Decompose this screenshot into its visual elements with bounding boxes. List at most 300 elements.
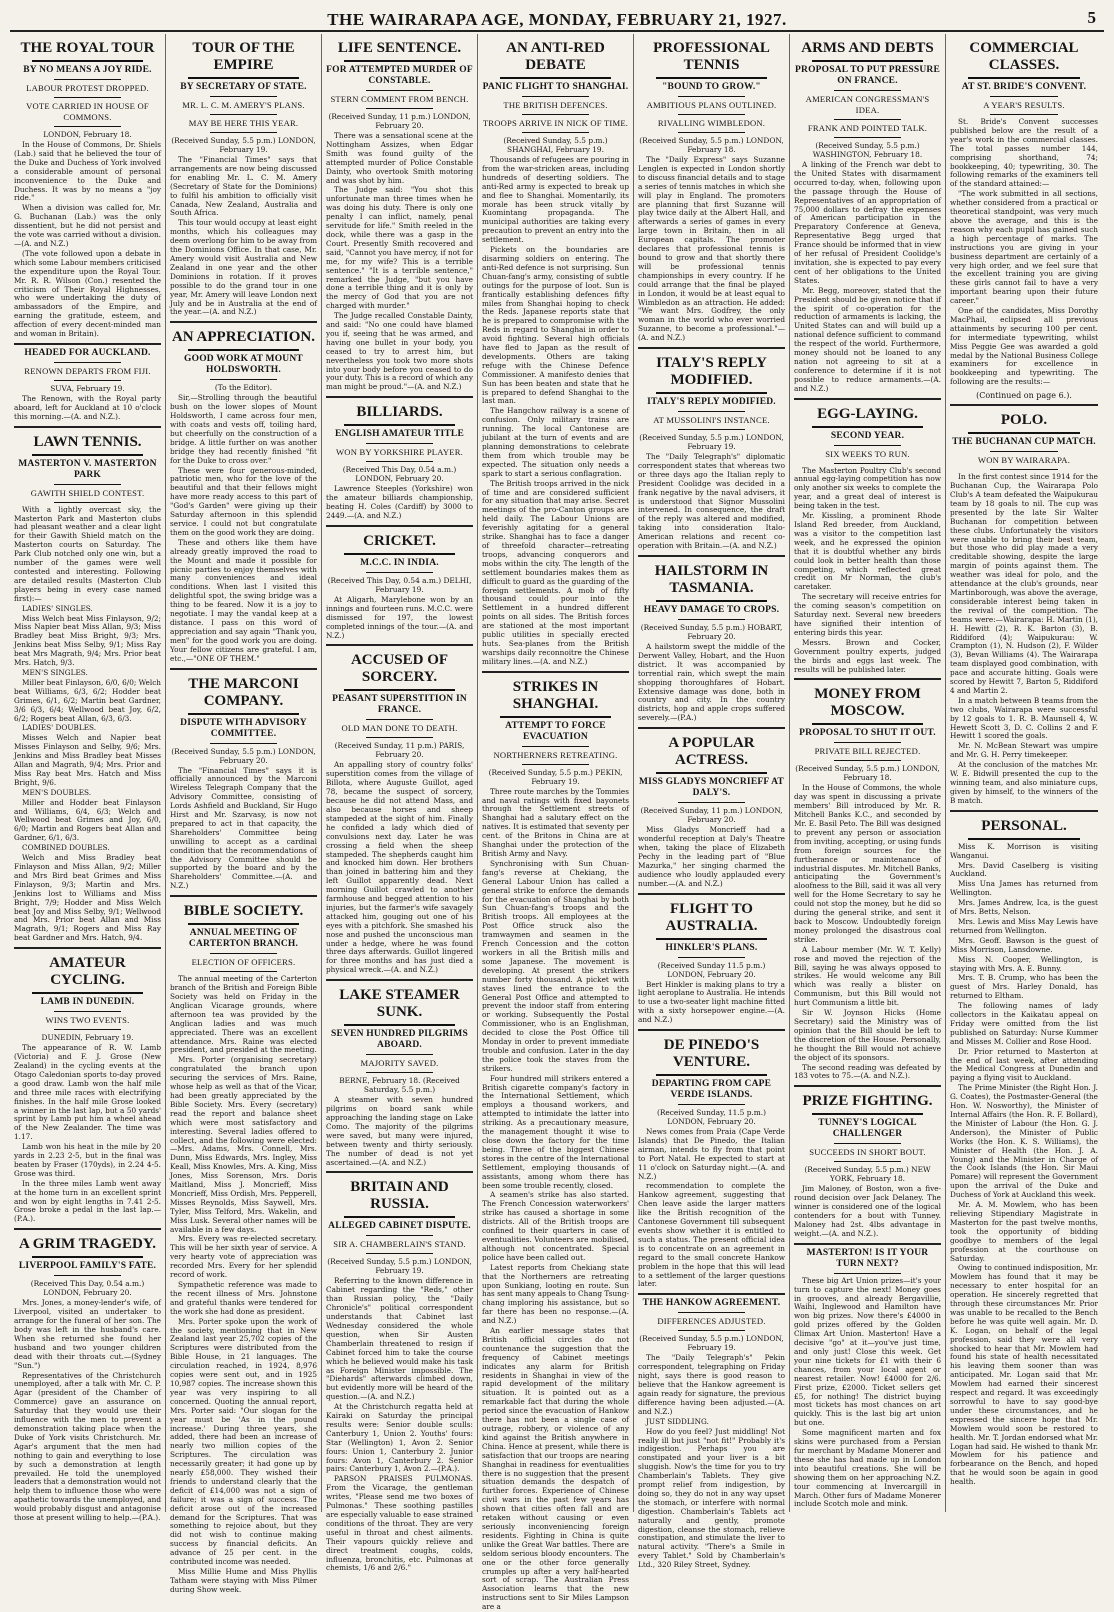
article-headline: PROFESSIONAL TENNIS (653, 40, 770, 73)
article-headline: AN ANTI-RED DEBATE (506, 40, 605, 73)
article-subhead: PANIC FLIGHT TO SHANGHAI. (482, 82, 629, 92)
article-paragraph: How do you feel? Just middling! Not really ill but just "not fit!" Probably it's indigestion. Perhaps you are constipated and your liver is a bit sluggish. Now's the time for you to try Chamberlain's Tablets. They give prompt relief from indigestion, by doing so, they do not in any way upset the stomach, or interfere with normal digestion. Chamberlain's Tablets act naturally and gently, promote digestion, cleanse the stomach, relieve constipation, and stimulate the liver to natural activity. "There's a Smile in every Tablet." Sold by Chamberlain's Ltd., 320 Riley Street, Sydney. (638, 1426, 785, 1570)
article-paragraph: Pickets on the boundaries are disarming soldiers on entering. The anti-Red defence is not surprising. Sun Chuan-fang's army, consisting of subtle outings for the purpose of loot. Sun is frantically establishing defences fifty miles from Shanghai hoping to check the Reds. Japanese reports state that he is prepared to compromise with the Reds in regard to Shanghai in order to avoid fighting. Several high officials have fled to Japan as the result of developments. Others are taking refuge with the Chinese Defence Commissioner. A manifesto denies that Sun has been beaten and state that he is prepared to defend Shanghai to the last man. (482, 245, 629, 406)
article (482, 40, 629, 667)
article-headline: CRICKET. (363, 532, 436, 549)
article-headline: LAWN TENNIS. (33, 433, 142, 450)
article-paragraph: Miller and Hodder beat Finlayson and Williams, 6/4, 6/3; Welch and Wellwood beat Grimes and Joy, 6/0, 6/0; Martin and Rogers beat Allan and Gardner, 6/1, 6/3. (14, 797, 161, 843)
headline-rule (500, 716, 611, 718)
subhead-rule (522, 114, 589, 115)
subhead-rule (54, 362, 121, 363)
article-subhead: FOR ATTEMPTED MURDER OF CONSTABLE. (326, 65, 473, 86)
article-subhead: PROPOSAL TO PUT PRESSURE ON FRANCE. (795, 65, 940, 86)
article-subhead: ANNUAL MEETING OF CARTERTON BRANCH. (188, 928, 299, 950)
subhead-rule (210, 132, 277, 133)
article-headline: COMMERCIAL CLASSES. (969, 40, 1079, 73)
headline-rule (968, 77, 1080, 79)
subhead-rule (678, 619, 745, 620)
headline-rule (188, 923, 299, 925)
article-subhead: VOTE CARRIED IN HOUSE OF COMMONS. (26, 101, 149, 122)
article-subhead: STERN COMMENT FROM BENCH. (330, 94, 469, 104)
article-paragraph: Mr. A. M. Mowlem, who has been relieving Stipendiary Magistrate in Masterton for the past twelve months, took the opportunity of bidding goodbye to members of the legal profession at the courthouse on Saturday. (950, 1200, 1098, 1263)
article-paragraph: The Hangchow railway is a scene of confusion. Only military trains are running. The local Cantonese are jubilant at the turn of events and are planning demonstrations to celebrate them from which trouble may be expected. The situation only needs a spark to start a serious conflagration. (482, 406, 629, 478)
article-separator (794, 398, 941, 400)
subhead-rule (678, 411, 745, 412)
subhead-rule (366, 461, 433, 462)
article-body (950, 473, 1098, 806)
article-dateline: LONDON, February 18. (43, 130, 132, 139)
masthead (10, 4, 1104, 32)
subhead-rule (54, 126, 121, 127)
article-paragraph: The following names of lady collectors in the Kaikatau appeal on Friday were omitted from the list published on Saturday: Nurse Kummer and Misses M. Collier and Rose Hood. (950, 1001, 1098, 1046)
article-subhead: TROOPS ARRIVE IN NICK OF TIME. (482, 118, 629, 128)
article-separator (794, 678, 941, 680)
article-subhead: THE HANKOW AGREEMENT. (642, 1298, 781, 1309)
article (638, 727, 785, 888)
subhead-rule (678, 1330, 745, 1331)
article-headline: TOUR OF THE EMPIRE (192, 40, 295, 73)
article (794, 1243, 941, 1510)
subhead-rule (210, 114, 277, 115)
article-dateline: (Received This Day, 0.54 a.m.) DELHI, February 19. (327, 575, 472, 594)
headline-rule (812, 1113, 923, 1115)
headline-rule (500, 77, 611, 79)
article-subhead: LAMB IN DUNEDIN. (40, 997, 135, 1008)
subhead-rule (210, 96, 277, 97)
article-separator (14, 426, 161, 428)
article-body (326, 1096, 473, 1167)
subhead-rule (834, 90, 901, 91)
article-paragraph: MEN'S SINGLES. (22, 667, 88, 677)
article-separator (638, 1293, 785, 1295)
article-body (794, 1185, 941, 1238)
article-paragraph: In the three miles Lamb went away at the home turn in an excellent sprint and won by eight lengths in 7.41 2-5. Grose broke a pedal in the last lap.—(P.A.). (14, 1178, 161, 1224)
article-separator (326, 396, 473, 398)
subhead-rule (678, 1104, 745, 1105)
article-paragraph: Owing to continued indisposition, Mr. Mowlem has found that it may be necessary to enter hospital for an operation. He sincerely regretted that through these circumstances Mr. Prior was unable to be recalled to the Bench before he was quite well again. Mr. D. K. Logan, on behalf of the legal profession, said they were all very shocked to hear that Mr. Mowlem had found his state of health necessitated his leaving them sooner than was anticipated. Mr. Logan said that Mr. Mowlem had earned their sincerest respect and regard. It was exceedingly sorrowful to have to say good-bye under these circumstances, and he expressed the sincere hope that Mr. Mowlem would soon be restored to health. Mr. T. Jordan endorsed what Mr. Logan had said. He wished to thank Mr. Mowlem for his patience and forbearance on the Bench, and hoped that he would soon be again in good health. (950, 1263, 1098, 1487)
article-paragraph: Mrs. Jones, a money-lender's wife, of Liverpool, visited an undertaker to arrange for the funeral of her son. The body was left in the husband's care. When she returned she found her husband and two younger children dead with their throats cut.—(Sydney "Sun.") (14, 1298, 161, 1370)
article-dateline: (Received Sunday, 5.5 p.m.) SHANGHAI, February 19. (503, 136, 608, 154)
article-subhead: PRIVATE BILL REJECTED. (814, 746, 921, 757)
article-paragraph: The annual meeting of the Carterton branch of the British and Foreign Bible Society was held on Friday in the Anglican Vicarage grounds, where afternoon tea was provided by the Anglican ladies and was much appreciated. There was an excellent attendance. Mrs. Raine was elected president, and presided at the meeting. (170, 974, 317, 1055)
masthead-title: THE WAIRARAPA AGE, MONDAY, FEBRUARY 21, 1927. (327, 10, 787, 29)
newspaper-column (322, 34, 478, 1573)
newspaper-column (634, 34, 790, 1570)
article-paragraph: Four hundred mill strikers entered a British cigarette company's factory in the International Settlement, which employs a thousand workers, and attempted to intimidate the latter into striking. As a precautionary measure, the management thought it wise to close down the factory for the time being. Three of the biggest Chinese stores in the centre of the International Settlement, employing thousands of assistants, among whom there has been some trouble recently, closed. (482, 1073, 629, 1190)
subhead-rule (366, 1072, 433, 1073)
article-body (638, 643, 785, 723)
article-body (14, 141, 161, 339)
subhead-rule (678, 429, 745, 430)
article-paragraph: At the Christchurch regatta held at Kairaki on Saturday the principal results were: Senior double sculls: Canterbury 1, Union 2. Youths' fours: Star (Wellington) 1, Avon 2. Senior fours: Union 1, Canterbury 2. Junior fours: Avon 1, Canterbury 2. Senior pairs: Canterbury 1, Avon 2.—(P.A.). (326, 1402, 473, 1474)
article-headline: HAILSTORM IN TASMANIA. (654, 563, 769, 596)
article-paragraph: These were four generous-minded, patriotic men, who for the love of the beautiful and that their fellows might have more ready access to this part of "God's Garden" were giving up their Saturday afternoon in this splendid service. I could not but congratulate them on the good work they are doing. (170, 465, 317, 537)
article-separator (326, 525, 473, 527)
article (638, 893, 785, 1026)
article-body (326, 485, 473, 521)
subhead-rule (678, 802, 745, 803)
headline-rule (968, 432, 1080, 434)
article-paragraph: With a lightly overcast sky, the Masterton Park and Masterton clubs had pleasant weather and a clear light for their Gawith Shield match on the Masterton courts on Saturday. The Park Club notched only one win, but a number of the games were well contested and interesting. Following are detailed results (Masterton Club players being in every case named first):— (14, 504, 161, 603)
article-subhead: M.C.C. IN INDIA. (360, 557, 439, 568)
article-separator (638, 727, 785, 729)
article (14, 343, 161, 422)
article-headline: PRIZE FIGHTING. (802, 1093, 933, 1110)
article-paragraph: (The vote followed upon a debate in which some Labour members criticised the expenditure upon the Royal Tour. Mr. R. R. Wilson (Con.) resented the criticism of Their Royal Highnesses, who were undertaking the duty of ambassadors of the Empire, and earning the gratitude, esteem, and affection of every decent-minded man and woman in Britain). (14, 248, 161, 339)
subhead-rule (834, 1273, 901, 1274)
article-separator (950, 404, 1098, 406)
article-subhead: WON BY YORKSHIRE PLAYER. (335, 447, 464, 458)
article-dateline: (To the Editor). (214, 383, 273, 393)
article-paragraph: Welch and Miss Bradley beat Finlayson and Miss Allan, 9/2; Miller and Mrs Bird beat Grimes and Miss Finlayson, 9/3; Martin and Mrs. Jenkins lost to Williams and Miss Bright, 7/9; Hodder and Miss Welch beat Joy and Miss Selby, 9/1; Wellwood and Mrs. Prior beat Allan and Miss Magrath, 9/1; Rogers and Miss Ray beat Gardner and Mrs. Hatch, 9/4. (14, 853, 161, 943)
article-dateline: SUVA, February 19. (50, 383, 125, 393)
article-subhead: HEAVY DAMAGE TO CROPS. (643, 605, 780, 615)
headline-rule (32, 1256, 143, 1258)
subhead-rule (834, 1143, 901, 1144)
newspaper-column (10, 34, 166, 1523)
headline-rule (188, 713, 299, 715)
article-headline: ARMS AND DEBTS (801, 40, 934, 56)
article-paragraph: Mrs. Every was re-elected secretary. This will be her sixth year of service. A very hearty vote of appreciation was recorded Mrs. Every for her splendid record of work. (170, 1234, 317, 1280)
article-body (638, 1354, 785, 1570)
article-paragraph: Mrs. James Andrew, Ica, is the guest of Mrs. Betts, Nelson. (950, 898, 1098, 917)
article-paragraph: Miss N. Cooper, Wellington, is staying with Mrs. A. E. Bunny. (950, 954, 1098, 973)
article-paragraph: A Labour member (Mr. W. T. Kelly) rose and moved the rejection of the Bill, saying he was always opposed to strikes. He would welcome any Bill which was really a blister on Communism, but this Bill would not hurt Communism a little bit. (794, 944, 941, 1008)
article-paragraph: Lamb won his heat in the mile by 20 yards in 2.23 2-5, but in the final was beaten by Fraser (170yds), in 2.24 4-5. Grose was third. (14, 1142, 161, 1178)
subhead-rule (366, 90, 433, 91)
article-subhead: MISS GLADYS MONCRIEFF AT DALY'S. (639, 777, 784, 799)
article-subhead: MASTERTON! IS IT YOUR TURN NEXT? (806, 1247, 929, 1269)
article-subhead: FRANK AND POINTED TALK. (807, 123, 928, 133)
article-paragraph: Messrs. Brown and Cocker, Government poultry experts, judged the birds and eggs last week. The results will be published later. (794, 637, 941, 674)
article-headline: STRIKES IN SHANGHAI. (512, 678, 599, 712)
subhead-rule (678, 1312, 745, 1313)
article-paragraph: Mr. Begg, moreover, stated that the President should be given notice that if the spirit of co-operation for the reduction of armaments is lacking, the United States can and will build up a national defence sufficient to command the respect of the world. Furthermore, money should not be loaned to any nation not agreeing to sit at a conference to determine if it is not possible to reduce armaments.—(A. and N.Z.) (794, 285, 941, 393)
article-subhead: MAY BE HERE THIS YEAR. (188, 118, 299, 128)
article-body (170, 394, 317, 663)
article (638, 1293, 785, 1570)
article-paragraph: Three route marches by the Tommies and naval ratings with fixed bayonets through the Settlement streets of Shanghai had a salutary effect on the natives. It is estimated that seventy per cent. of the Britons in China are at Shanghai under the protection of the British Army and Navy. (482, 786, 629, 858)
article-separator (638, 893, 785, 895)
article-paragraph: The second reading was defeated by 183 votes to 75.—(A. and N.Z.). (794, 1062, 941, 1081)
article-paragraph: Synchronising with Sun Chuan-fang's reverse at Chekiang, the General Labour Union has called a general strike to enforce the demands for the evacuation of Shanghai by both Sun Chuan-fang's troops and the British troops. All employees at the Post Office struck also the tramwaymen and seamen in the French Concession and the cotton workers in all the British mills and some Japanese. The movement is developing. At present the strikers number forty thousand. A picket with staves lined the entrance to the General Post Office and attempted to prevent the indoor staff from entering or working. Subsequently the Postal Commissioner, who is an Englishman, decided to close the Post Office till Monday in order to prevent immediate trouble and confusion. Later in the day the police took the staves from the strikers. (482, 858, 629, 1073)
article-headline: ACCUSED OF SORCERY. (350, 652, 449, 686)
article (14, 947, 161, 1224)
article (638, 347, 785, 551)
subhead-rule (366, 737, 433, 738)
article-subhead: DEPARTING FROM CAPE VERDE ISLANDS. (651, 1079, 772, 1101)
article-dateline: (Received Sunday, 5.5 p.m.) LONDON, February 20. (171, 746, 316, 765)
article (14, 40, 161, 339)
article-dateline: (Received Sunday, 5.5 p.m.) WASHINGTON, February 18. (812, 141, 923, 159)
subhead-rule (678, 96, 745, 97)
article-paragraph: The Renown, with the Royal party aboard, left for Auckland at 10 o'clock this morning.—(A. and N.Z.). (14, 393, 161, 421)
article (794, 398, 941, 675)
article-paragraph: At the conclusion of the matches Mr. W. E. Bidwill presented the cup to the winning team, and also miniature cups, given by himself, to the winners of the B match. (950, 760, 1098, 805)
article-body (326, 596, 473, 641)
article-paragraph: The Masterton Poultry Club's second annual egg-laying competition has now only another six weeks to complete the year, and a great deal of interest is being taken in the test. (794, 465, 941, 511)
article-headline: LIFE SENTENCE. (337, 40, 462, 56)
article-paragraph: "The work submitted in all sections, whether considered from a practical or theoretical standpoint, was very much above the average, and this is the reason why each pupil has gained such a high percentage of marks. The instructions you are giving in your business department are certainly of a very high order, and we feel sure that the excellent training you are giving these girls cannot fail to have a very important bearing upon their future career." (950, 189, 1098, 306)
article-dateline: (Received Sunday, 5.5 p.m.) LONDON, February 19. (171, 136, 316, 154)
article-paragraph: In the House of Commons, the whole day was spent in discussing a private members' Bill introduced by Mr. R. Mitchell Banks K.C., and seconded by Mr. E. Basil Peto. The Bill was designed to prevent any person or association from inviting, accepting, or using funds from foreign sources for the furtherance or maintenance of industrial disputes. Mr. Mitchell Banks, anticipating the Government's aloofness to the Bill, said it was all very well for the Home Secretary to say he could not stop the money, but he did so during the general strike, and sent it back to Moscow. Undoubtedly foreign money prolonged the disastrous coal strike. (794, 783, 941, 944)
article-paragraph: The "Financial Times" says that arrangements are now being discussed for enabling Mr. L. C. M. Amery (Secretary of State for the Dominions) to fulfil his ambition to officially visit Canada, New Zealand, Australia and South Africa. (170, 155, 317, 218)
subhead-rule (210, 953, 277, 954)
article-paragraph: Sympathetic reference was made to the recent illness of Mrs. Johnstone and grateful thanks were tendered for the work she had done as president. (170, 1280, 317, 1316)
article-subhead: SECOND YEAR. (830, 430, 905, 441)
article-dateline: (Received Sunday, 5.5 p.m.) PEKIN, February 19. (488, 767, 623, 786)
article-dateline: DUNEDIN, February 19. (41, 1033, 134, 1043)
article-paragraph: This tour would occupy at least eight months, which his colleagues may deem overlong for him to be away from the Dominions Office. In that case, Mr. Amery would visit Australia and New Zealand in one year and the other Dominions in rotation. If it proves possible to do the grand tour in one year, Mr. Amery will leave London next July and be in Australia at the end of the year.—(A. and N.Z.) (170, 218, 317, 317)
article (170, 40, 317, 317)
article-paragraph: St. Bride's Convent successes published below are the result of a year's work in the commercial classes. The total passes number 144, comprising shorthand, 74; bookkeeping, 40; typewriting, 30. The following remarks of the examiners tell of the standard attained:— (950, 117, 1098, 189)
article-subhead: SIX WEEKS TO RUN. (825, 448, 910, 459)
subhead-rule (522, 746, 589, 747)
article-paragraph: Some magnificent marten and fox skins were purchased from a Persian fur merchant by Madame Monerer and these she has had made up in London into beautiful creations. She will be showing them on her approaching N.Z. tour commencing at Invercargill in March. Other furs of Madame Monerer include Scotch mole and mink. (794, 1428, 941, 1509)
article-subhead: GOOD WORK AT MOUNT HOLDSWORTH. (184, 354, 303, 376)
article-dateline: (Received Sunday, 5.5 p.m.) LONDON, February 19. (639, 433, 784, 452)
article-headline: AN APPRECIATION. (171, 329, 316, 346)
article-paragraph: The "Financial Times" says it is officially announced by the Marconi Wireless Telegraph Company that the Advisory Committee, consisting of Lords Ashfield and Buckland, Sir Hugo Hirst and Mr. Szarvasy, is now not prepared to act in that capacity, the Shareholders' Committee being unwilling to accept as a cardinal condition that the recommendations of the Advisory Committee should be supported by the board and by the Shareholders' Committee.—(A. and N.Z.) (170, 765, 317, 891)
newspaper-column (946, 34, 1102, 1512)
article-subhead: SEVEN HUNDRED PILGRIMS ABOARD. (331, 1029, 468, 1051)
article-paragraph: One of the candidates, Miss Dorothy MacPhail, eclipsed all previous attainments by securing 100 per cent. for intermediate typewriting, whilst Miss Peggie Gee was awarded a gold medal by the National Business College examiners for excellence in bookkeeping and typewriting. The following are the results:— (950, 306, 1098, 387)
newspaper-column (790, 34, 946, 1512)
article-body (638, 156, 785, 343)
article-subhead: SIR A. CHAMBERLAIN'S STAND. (333, 1239, 466, 1250)
article-body (638, 1128, 785, 1289)
article-paragraph: Mrs. T. B. Crump, who has been the guest of Mrs. Harley Donald, has returned to Eltham. (950, 973, 1098, 1001)
article-body (638, 981, 785, 1026)
article (326, 1171, 473, 1573)
article-subhead: A YEAR'S RESULTS. (983, 100, 1065, 110)
article-subhead: SUCCEEDS IN SHORT BOUT. (809, 1147, 926, 1158)
article-separator (638, 555, 785, 557)
article-dateline: (Received Sunday, 5.5 p.m.) LONDON, February 19. (639, 1334, 784, 1353)
headline-rule (968, 838, 1080, 840)
article-paragraph: A linking of the French war debt to the United States with disarmament occurred to-day, when, following upon the passage through the House of Representatives of an appropriation of 75,000 dollars to defray the expenses of American participation in the Preparatory Conference at Geneva, Representative Begg urged that France should be informed that in view of her refusal of President Coolidge's invitation, she is expected to pay every cent of her obligations to the United States. (794, 160, 941, 285)
article-separator (638, 1029, 785, 1031)
article-dateline: (Received Sunday, 11 p.m.) LONDON, February 20. (328, 112, 471, 130)
article-separator (326, 979, 473, 981)
subhead-rule (366, 719, 433, 720)
article-body (170, 767, 317, 892)
article-body (950, 843, 1098, 1487)
article-subhead: WINS TWO EVENTS. (45, 1015, 130, 1026)
article (482, 671, 629, 1612)
article-paragraph: Miss Welch beat Miss Finlayson, 9/2; Miss Napier beat Miss Allan, 9/3; Miss Bradley beat Miss Bright, 9/3; Mrs. Jenkins beat Miss Selby, 9/1; Miss Ray beat Mrs Magrath, 9/4; Mrs. Prior beat Mrs. Hatch, 9/3. (14, 613, 161, 668)
subhead-rule (366, 1235, 433, 1236)
article-body (14, 395, 161, 422)
article-separator (326, 1171, 473, 1173)
article-body (794, 1277, 941, 1510)
article-headline: A GRIM TRAGEDY. (18, 1236, 157, 1253)
article (170, 321, 317, 663)
subhead-rule (54, 79, 121, 80)
article-separator (14, 1228, 161, 1230)
article-subhead: GAWITH SHIELD CONTEST. (30, 487, 145, 498)
article-dateline: (Received Sunday, 11.5 p.m.) LONDON, February 20. (656, 1108, 767, 1127)
article-dateline: (Received Sunday 11.5 p.m.) LONDON, February 20. (657, 960, 766, 979)
article-paragraph: An earlier message states that British official circles do not countenance the suggestion that the frequency of Cabinet meetings indicates any alarm for British residents in Shanghai in view of the rapid development of the military situation. It is pointed out as a remarkable fact that during the whole period since the evacuation of Hankow there has not been a single case of outrage, robbery, or violence of any kind against the British anywhere in China. Hence at present, while there is satisfaction that our troops are nearing Shanghai in readiness for eventualities there is no suggestion that the present situation demands the despatch of further forces. Experience of Chinese civil wars in the past few years has shown that cities often fall and are retaken without causing or even seriously inconveniencing foreign residents. Fighting in China is quite unlike the Great War battles. There are seldom serious bloody encounters. The one or the other force generally crumples up after a very half-hearted sort of scrap. The Australian Press Association learns that the new instructions sent to Sir Miles Lampson are a (482, 1326, 629, 1612)
article-separator (14, 947, 161, 949)
article-headline: POLO. (1000, 412, 1048, 429)
article (326, 396, 473, 521)
article-body (14, 1299, 161, 1523)
article-paragraph: Miss Gladys Moncrieff had a wonderful reception at Daly's Theatre when, taking the place of Elizabeth Pechy in the leading part of "Blue Mazurka," her singing charmed the audience who loudly applauded every number.—(A. and N.Z.) (638, 825, 785, 888)
article-paragraph: Miss K. Morrison is visiting Wanganui. (950, 841, 1098, 860)
article-paragraph: Thousands of refugees are pouring in from the war-stricken areas, including hundreds of deserting soldiers. The anti-Red army is expected to break up and flee to Shanghai. Momentarily, its morale has been struck vitally by Kuomintang propaganda. The municipal authorities are taking every precaution to prevent an entry into the settlement. (482, 155, 629, 245)
article-headline: ITALY'S REPLY MODIFIED. (656, 355, 767, 389)
article (638, 1029, 785, 1289)
headline-rule (188, 77, 299, 79)
article-body (14, 1044, 161, 1224)
subhead-rule (54, 1011, 121, 1012)
article-separator (326, 644, 473, 646)
article-paragraph: Misses Welch and Napier beat Misses Finlayson and Selby, 9/6; Mrs. Jenkins and Miss Bradley beat Misses Allan and Magrath, 9/4; Mrs. Prior and Miss Ray beat Mrs. Hatch and Miss Bright, 9/6. (14, 733, 161, 787)
headline-rule (656, 77, 767, 79)
subhead-rule (210, 379, 277, 380)
article-paragraph: The secretary will receive entries for the coming season's competition on Saturday next. Several new breeders have signified their intention of entering birds this year. (794, 592, 941, 637)
subhead-rule (54, 97, 121, 98)
subhead-rule (366, 572, 433, 573)
article-dateline: (Received Sunday, 5.5 p.m.) LONDON, February 18. (795, 764, 940, 783)
article-paragraph: Latest reports from Chekiang state that the Northerners are retreating upon Sunkiang, looting en route. Sun has sent many appeals to Chang Tsung-chang imploring his assistance, but so far there has been no response.—(A. and N.Z.) (482, 1262, 629, 1326)
article-headline: PERSONAL. (981, 817, 1067, 834)
article-subhead: "BOUND TO GROW." (662, 82, 761, 92)
article-body (794, 784, 941, 1081)
subhead-rule (678, 132, 745, 133)
article-paragraph: Jim Maloney, of Boston, won a five-round decision over Jack Delaney. The winner is considered one of the logical contenders for a bout with Tunney. Maloney had 2st. 4lbs advantage in weight.—(A. and N.Z.). (794, 1184, 941, 1238)
article-paragraph: A hailstorm swept the middle of the Derwent Valley, Hobart, and the Huon district. It was accompanied by torrential rain, which swept the main shopping thoroughfares of Hobart. Extensive damage was done, both in country and city. In the country districts, hop and apple crops suffered severely.—(P.A.) (638, 642, 785, 723)
article-body (950, 118, 1098, 387)
article (950, 810, 1098, 1487)
article-paragraph: News comes from Praia (Cape Verde Islands) that De Pinedo, the Italian airman, intends to fly from that point to Port Natal. He expected to start at 11 o'clock on Saturday night.—(A. and N.Z.) (638, 1127, 785, 1181)
article-headline: BILLIARDS. (356, 404, 443, 421)
article-body (170, 156, 317, 317)
subhead-rule (834, 742, 901, 743)
article-body (638, 826, 785, 888)
article-subhead: ELECTION OF OFFICERS. (191, 957, 296, 968)
article-body (482, 788, 629, 1612)
article-subhead: AMBITIOUS PLANS OUTLINED. (646, 100, 777, 110)
subhead-rule (54, 484, 121, 485)
article-subhead: RENOWN DEPARTS FROM FIJI. (24, 365, 151, 376)
headline-rule (656, 600, 767, 602)
article-paragraph: Miss Millie Hume and Miss Phyllis Tatham were staying with Miss Pilmer during Show week. (170, 1567, 317, 1594)
article-dateline: (Received Sunday, 5.5 p.m.) NEW YORK, February 18. (804, 1165, 931, 1184)
article-paragraph: Referring to the known difference in Cabinet regarding the "Reds," other than Russian policy, the "Daily Chronicle's" political correspondent understands that Cabinet last Wednesday considered the whole question, when Sir Austen Chamberlain threatened to resign if Cabinet forced him to take the course which he believed would make his task as Foreign Minister impossible. The "Diehards" afterwards climbed down, but evidently more will be heard of the question.—(A. and N.Z.) (326, 1276, 473, 1402)
article-headline: BIBLE SOCIETY. (183, 903, 304, 920)
headline-rule (32, 992, 143, 994)
subhead-rule (54, 1275, 121, 1276)
article-paragraph: Mrs. Porter spoke upon the work of the society, mentioning that in New Zealand last year 25,702 copies of the Scriptures were distributed from the Bible House, in 21 languages. The circulation reached, in 1924, 8,976 copies were sent out, and in 1925 10,987 copies. The increase shown this year was very inspiring to all concerned. Quoting the annual report, Mrs. Porter said: "Our slogan for the year must be 'As in the pound increase.' During three years, she added, there had been an increase of nearly two million copies of the Scriptures. The circulation was necessarily greater; it had gone up by nearly £58,000. They wished their friends to understand clearly that the deficit of £14,000 was not a sign of failure; it was a sign of success. The deficit arose out of the increased demand for the Scriptures. That was something to rejoice about, but they did not wish to continue making success by financial deficits. An advance of 25 per cent. in the contributed income was needed. (170, 1316, 317, 1567)
article-paragraph: An appalling story of country folks' superstition comes from the village of Billota, where Auguste Guillot, aged 78, became the suspect of sorcery, because he did not attend Mass, and also because horses and sheep stampeded at the sight of him. Finally he confided a lady which died of convulsions next day. Later he was crossing a field when the sheep stampeded. The shepherds caught him and knocked him down. Her brothers than joined in battering him and they left Guillot apparently dead. Next morning Guillot crawled to another farmhouse and begged attention to his injuries, but the farmer's wife savagely attacked him, gouging out one of his eyes with a pitchfork. She smashed his nose and pushed the unconscious man under a hedge, where he was found three days afterwards. Guillot lingered for three months and has just died a physical wreck.—(A. and N.Z.) (326, 760, 473, 975)
article (326, 525, 473, 641)
subhead-rule (366, 108, 433, 109)
article-subhead: AMERICAN CONGRESSMAN'S IDEA. (805, 94, 930, 115)
article (14, 1228, 161, 1523)
article-paragraph: In a match between B teams from the two clubs, Wairarapa were successful by 12 goals to 1. R. B. Maunsell 4, W. Hewett Scott 3, D. C. Collins 2 and F. Hewitt 1 scored the goals. (950, 695, 1098, 741)
article (170, 668, 317, 892)
article-paragraph: Lawrence Steeples (Yorkshire) won the amateur billiards championship, beating H. Coles (Cardiff) by 3000 to 2449.—(A. and N.Z.) (326, 484, 473, 520)
article-paragraph: Mr. N. McBean Stewart was umpire and Mr. G. H. Perry timekeeper. (950, 741, 1098, 760)
article-headline: FLIGHT TO AUSTRALIA. (665, 900, 758, 934)
article-paragraph: The "Daily Telegraph's" diplomatic correspondent states that whereas two or three days ago the Italian reply to President Coolidge was decided in a frank negative by the naval advisers, it is understood that Signor Mussolini intervened. In consequence, the draft of the reply was altered and modified, taking into consideration Italo-American relations and recent co-operation with Britain.—(A. and N.Z.) (638, 452, 785, 551)
article (638, 555, 785, 723)
headline-rule (812, 426, 923, 428)
columns (10, 34, 1104, 1612)
article-separator (170, 895, 317, 897)
article-subhead: HEADED FOR AUCKLAND. (24, 347, 151, 358)
article-separator (482, 671, 629, 673)
article-dateline: (Received Sunday, 11 p.m.) LONDON, February 20. (640, 806, 783, 825)
article-subhead: DISPUTE WITH ADVISORY COMMITTEE. (180, 717, 307, 739)
article-paragraph: The "Daily Telegraph's" Pekin correspondent, telegraphing on Friday night, says there is good reason to believe that the Hankow agreement is again ready for signature, the previous difference having been adjusted.—(A. and N.Z.) (638, 1353, 785, 1416)
headline-rule (344, 1216, 455, 1218)
subhead-rule (522, 96, 589, 97)
article-body (14, 506, 161, 944)
headline-rule (656, 938, 767, 940)
article-paragraph: The appearance of R. W. Lamb (Victoria) and F. J. Grose (New Zealand) in the cycling events at the Otago Caledonian sports to-day proved a good draw. Lamb won the half mile and three mile races with electrifying finishes. In the half mile Grose looked a winner in the last lap, but a 50 yards' sprint by Lamb put him a wheel ahead of the New Zealander. The time was 1.17. (14, 1043, 161, 1142)
article-subhead: HINKLER'S PLANS. (665, 942, 758, 953)
subhead-rule (54, 1029, 121, 1030)
headline-rule (656, 1074, 767, 1076)
article-subhead: THE BRITISH DEFENCES. (503, 100, 608, 110)
article (794, 678, 941, 1081)
article-headline: BRITAIN AND RUSSIA. (350, 1179, 449, 1213)
subhead-rule (54, 502, 121, 503)
page-number: 5 (1087, 8, 1096, 27)
article-paragraph: When a division was called for, Mr. G. Buchanan (Lab.) was the only dissentient, but he did not persist and the vote was carried without a division.—(A. and N.Z.) (14, 203, 161, 248)
article-subhead: AT ST. BRIDE'S CONVENT. (961, 82, 1087, 92)
article-body (326, 1277, 473, 1573)
article-subhead: LABOUR PROTEST DROPPED. (26, 83, 149, 93)
article-dateline: (Received Sunday, 5.5 p.m.) LONDON, February 19. (327, 1257, 472, 1276)
subhead-rule (834, 463, 901, 464)
subhead-rule (834, 445, 901, 446)
subhead-rule (990, 114, 1058, 115)
article-subhead: WON BY WAIRARAPA. (977, 455, 1071, 466)
article-subhead: BY NO MEANS A JOY RIDE. (23, 65, 152, 75)
article (950, 404, 1098, 806)
subhead-rule (990, 469, 1058, 470)
article-paragraph: A steamer with seven hundred pilgrims on board sank while approaching the landing stage on Lake Como. The majority of the pilgrims were saved, but many were injured, between twenty and thirty seriously. The number of dead is not yet ascertained.—(A. and N.Z.) (326, 1095, 473, 1167)
article-dateline: (Received Sunday, 11 p.m.) PARIS, February 20. (334, 741, 465, 760)
article-subhead: LIVERPOOL FAMILY'S FATE. (18, 1261, 157, 1272)
subhead-rule (522, 132, 589, 133)
subhead-rule (678, 114, 745, 115)
article-dateline: (Received Sunday, 5.5 p.m.) LONDON, February 18. (639, 136, 784, 154)
headline-rule (188, 349, 299, 351)
article-paragraph: At Aligarh, Marylebone won by an innings and fourteen runs. M.C.C. were dismissed for 197, the lowest completed innings of the tour.—(A. and N.Z.) (326, 594, 473, 640)
article-paragraph: In the first contest since 1914 for the Buchanan Cup, the Wairarapa Polo Club's A team defeated the Waipukurau team by 18 goals to nil. The cup was presented by the late Sir Walter Buchanan for competition between these clubs. Unfortunately the visitors were unable to bring their best team, but those who did play made a very creditable showing, despite the large margin of points against them. The weather was ideal for polo, and the attendance at the club's grounds, near Martinborough, was above the average, considerable interest being taken in the revival of the competition. The teams were:—Wairarapa: H. Martin (1), H. Hewitt (2), R. K. Barton (3), B. Riddiford (4); Waipukurau: W. Crampton (1), N. Hudson (2), F. Wilder (3), Bevan Williams (4). The Wairarapa team displayed good combination, with pace and accurate hitting. Goals were scored by Hewitt 7, Barton 5, Riddiford 4 and Martin 2. (950, 472, 1098, 695)
subhead-rule (210, 971, 277, 972)
article-subhead: BY SECRETARY OF STATE. (180, 82, 307, 92)
article-headline: THE ROYAL TOUR (20, 40, 155, 56)
article-separator (14, 343, 161, 345)
article-paragraph: There was a sensational scene at the Nottingham Assizes, when Edgar Smith was found guilty of the attempted murder of Police Constable Dainty, who overtook Smith motoring and was shot by him. (326, 131, 473, 185)
article-paragraph: Mr. Kissling, a prominent Rhode Island Red breeder, from Auckland, was a visitor to the competition last week, and he expressed the opinion that it is doubtful whether any birds could look in better health than those competing, which reflected great credit on Mr Norman, the club's caretaker. (794, 511, 941, 592)
article-paragraph: MEN'S DOUBLES. (22, 787, 92, 797)
article-headline: THE MARCONI COMPANY. (188, 675, 299, 709)
article-paragraph: The Judge said: "You shot this unfortunate man three times when he was doing his duty. There is only one penalty I can inflict, namely, penal servitude for life." Smith reeled in the dock, while there was a gasp in the Court. Presently Smith recovered and said, "Cannot you have mercy, if not for me, for my wife? This is a terrible sentence." "It is a terrible sentence," remarked the Judge, "but you have done a terrible thing and it is only by the mercy of God that you are not charged with murder." (326, 185, 473, 311)
article-paragraph: Mrs. David Caselberg is visiting Auckland. (950, 860, 1098, 879)
headline-rule (344, 1024, 455, 1026)
article-subhead: ALLEGED CABINET DISPUTE. (328, 1221, 471, 1232)
article-subhead: ENGLISH AMATEUR TITLE (335, 429, 464, 440)
subhead-rule (54, 380, 121, 381)
